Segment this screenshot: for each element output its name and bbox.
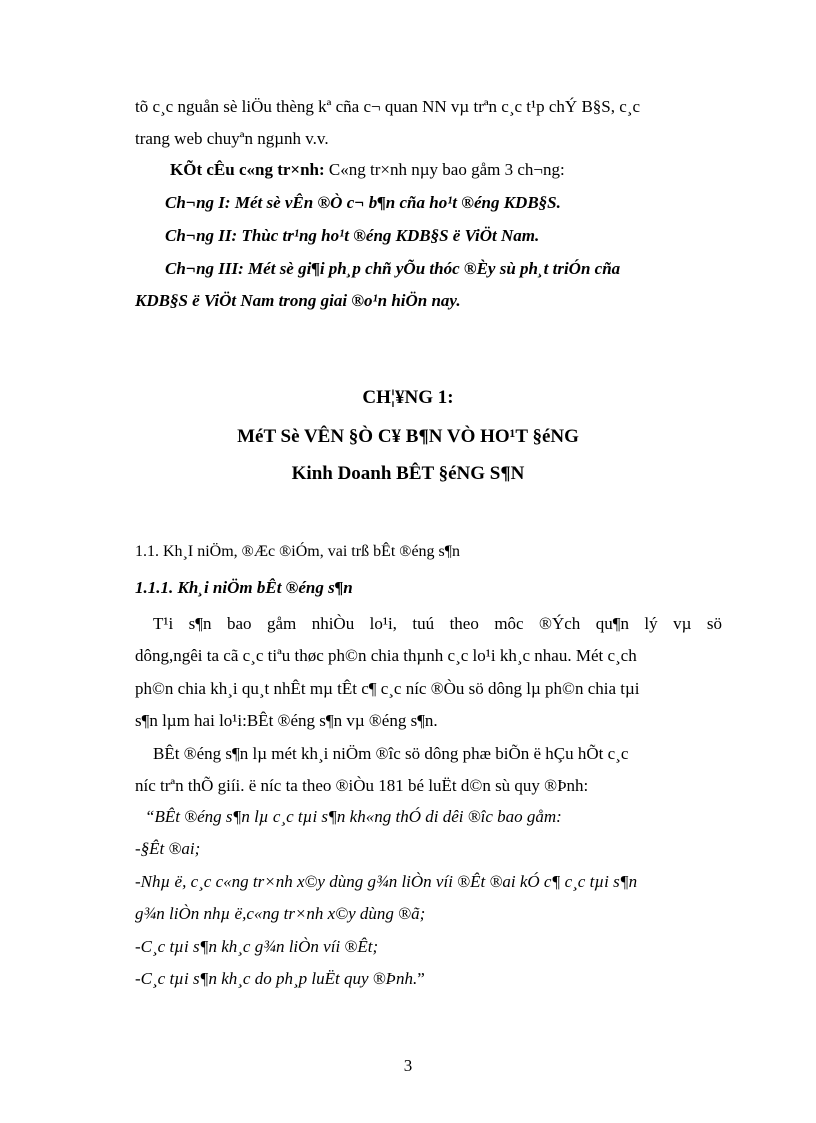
quote-line-3: -Nhµ ë, c¸c c«ng tr×nh x©y dùng g¾n liÒn víi ®Êt ®ai kÓ c¶ c¸c tµi s¶n bbox=[135, 872, 638, 891]
chapter-3-line-1: Ch¬ng III: Mét sè gi¶i ph¸p chñ yÕu thóc ®Èy sù ph¸t triÓn cña bbox=[165, 259, 621, 278]
chapter-heading-line-2: MéT Sè VÊN §Ò C¥ B¶N VÒ HO¹T §éNG bbox=[237, 426, 579, 447]
structure-label: KÕt cÊu c«ng tr×nh: bbox=[170, 160, 325, 179]
para-1-word: lý bbox=[644, 614, 658, 633]
para-1-word: sö bbox=[706, 614, 722, 633]
para-1-word: theo bbox=[449, 614, 479, 633]
chapter-1-line: Ch¬ng I: Mét sè vÊn ®Ò c¬ b¶n cña ho¹t ®éng KDB§S. bbox=[165, 193, 561, 212]
structure-line bbox=[170, 159, 816, 181]
para-1-line-4: s¶n lµm hai lo¹i:BÊt ®éng s¶n vµ ®éng s¶n. bbox=[135, 711, 438, 730]
chapter-2-line: Ch¬ng II: Thùc tr¹ng ho¹t ®éng KDB§S ë ViÖt Nam. bbox=[165, 226, 540, 245]
para-1-line-3: ph©n chia kh¸i qu¸t nhÊt mµ tÊt c¶ c¸c níc ®Òu sö dông lµ ph©n chia tµi bbox=[135, 679, 640, 698]
quote-close-mark: ” bbox=[417, 969, 425, 988]
section-heading: 1.1. Kh¸I niÖm, ®Æc ®iÓm, vai trß bÊt ®éng s¶n bbox=[135, 543, 461, 560]
para-1-line-2: dông,ngêi ta cã c¸c tiªu thøc ph©n chia thµnh c¸c lo¹i kh¸c nhau. Mét c¸ch bbox=[135, 646, 637, 665]
structure-text: C«ng tr×nh nµy bao gåm 3 ch¬ng: bbox=[324, 160, 565, 179]
chapter-heading-line-3: Kinh Doanh BÊT §éNG S¶N bbox=[291, 463, 525, 484]
intro-line-1: tõ c¸c nguån sè liÖu thèng kª cña c¬ quan NN vµ trªn c¸c t¹p chÝ B§S, c¸c bbox=[135, 97, 640, 116]
para-1-word: tuú bbox=[412, 614, 435, 633]
page-number: 3 bbox=[403, 1056, 413, 1075]
quote-line-6-text: -C¸c tµi s¶n kh¸c do ph¸p luËt quy ®Þnh. bbox=[135, 969, 418, 988]
subsection-heading: 1.1.1. Kh¸i niÖm bÊt ®éng s¶n bbox=[135, 578, 353, 597]
para-1-word: lo¹i, bbox=[369, 614, 397, 633]
para-1-word: gåm bbox=[266, 614, 297, 633]
para-1-word: bao bbox=[226, 614, 252, 633]
intro-line-2: trang web chuyªn ngµnh v.v. bbox=[135, 129, 329, 148]
quote-line-2: -§Êt ®ai; bbox=[135, 839, 201, 858]
quote-line-5: -C¸c tµi s¶n kh¸c g¾n liÒn víi ®Êt; bbox=[135, 937, 379, 956]
quote-line-4: g¾n liÒn nhµ ë,c«ng tr×nh x©y dùng ®ã; bbox=[135, 904, 426, 923]
para-1-word: ®Ých bbox=[539, 614, 581, 633]
para-1-word: s¶n bbox=[188, 614, 212, 633]
chapter-heading-line-1: CH¦¥NG 1: bbox=[362, 387, 454, 408]
para-1-word: T¹i bbox=[153, 614, 174, 633]
quote-line-1: “BÊt ®éng s¶n lµ c¸c tµi s¶n kh«ng thÓ di dêi ®îc bao gåm: bbox=[145, 807, 562, 826]
para-1-line-1 bbox=[153, 613, 722, 635]
quote-line-6 bbox=[135, 968, 816, 990]
para-1-word: qu¶n bbox=[595, 614, 629, 633]
para-2-line-1: BÊt ®éng s¶n lµ mét kh¸i niÖm ®îc sö dông phæ biÕn ë hÇu hÕt c¸c bbox=[153, 744, 629, 763]
para-2-line-2: níc trªn thÕ giíi. ë níc ta theo ®iÒu 181 bé luËt d©n sù quy ®Þnh: bbox=[135, 776, 589, 795]
para-1-word: nhiÒu bbox=[311, 614, 355, 633]
chapter-3-line-2: KDB§S ë ViÖt Nam trong giai ®o¹n hiÖn nay. bbox=[135, 291, 461, 310]
para-1-word: môc bbox=[494, 614, 524, 633]
para-1-word: vµ bbox=[673, 614, 692, 633]
